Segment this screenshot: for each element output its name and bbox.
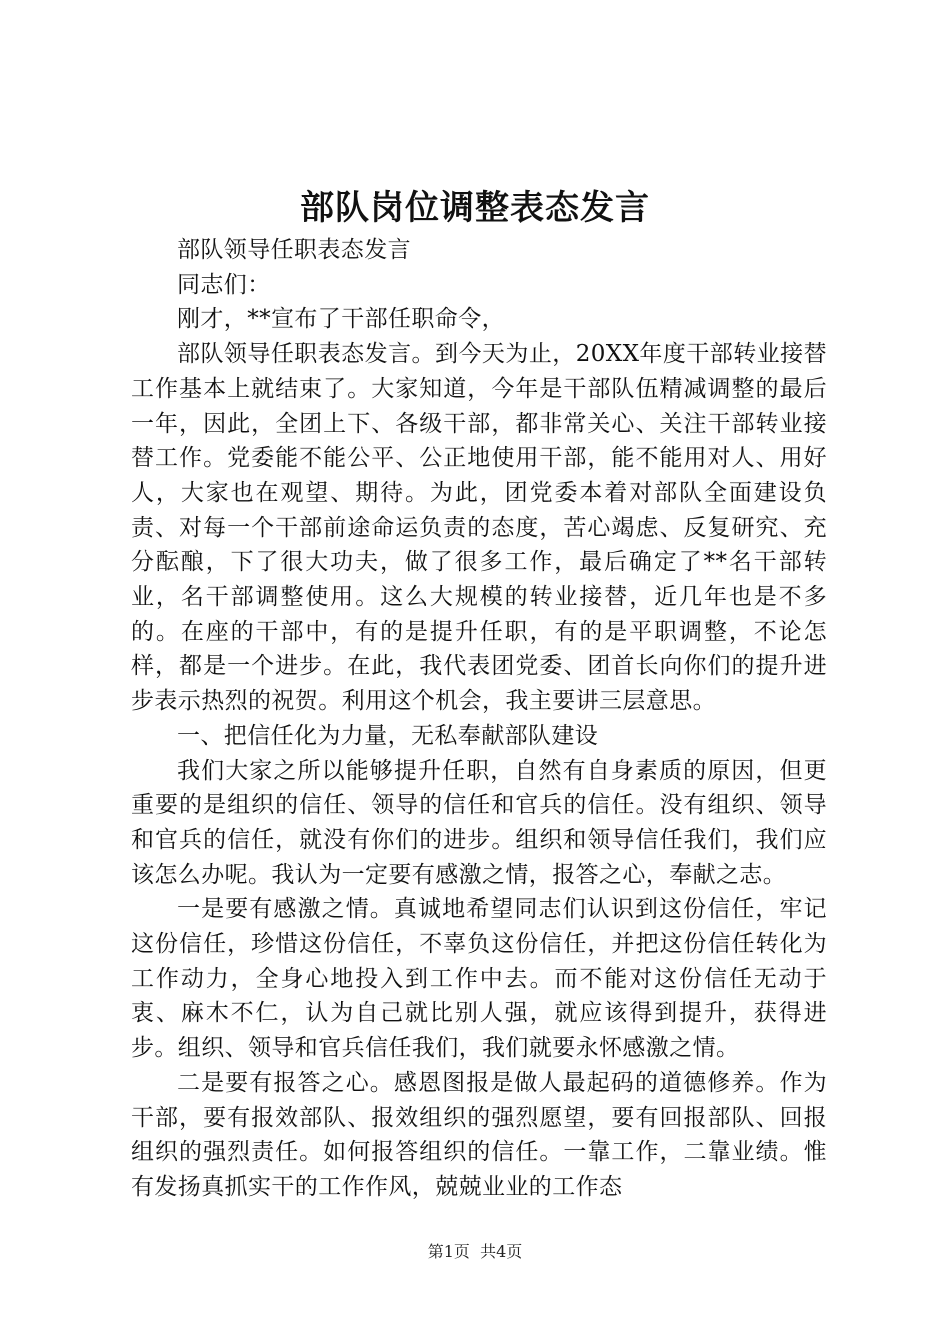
document-title: 部队岗位调整表态发言 <box>300 188 650 228</box>
page-footer <box>0 1241 950 1263</box>
section-heading-1: 一、把信任化为力量，无私奉献部队建设 <box>177 722 599 749</box>
paragraph-greeting: 同志们： <box>177 271 271 298</box>
page-number: 第1页 <box>427 1242 470 1261</box>
page-total: 共4页 <box>480 1242 523 1261</box>
paragraph-trust: 我们大家之所以能够提升任职，自然有自身素质的原因，但更重要的是组织的信任、领导的信任和官兵的信任。没有组织、领导和官兵的信任，就没有你们的进步。组织和领导信任我们，我们应该怎么办呢。我认为一定要有感激之情，报答之心，奉献之志。 <box>131 757 827 888</box>
paragraph-gratitude: 一是要有感激之情。真诚地希望同志们认识到这份信任，牢记这份信任，珍惜这份信任，不辜负这份信任，并把这份信任转化为工作动力，全身心地投入到工作中去。而不能对这份信任无动于衷、麻木不仁，认为自己就比别人强，就应该得到提升，获得进步。组织、领导和官兵信任我们，我们就要永怀感激之情。 <box>131 896 827 1062</box>
paragraph-repay: 二是要有报答之心。感恩图报是做人最起码的道德修养。作为干部，要有报效部队、报效组织的强烈愿望，要有回报部队、回报组织的强烈责任。如何报答组织的信任。一靠工作，二靠业绩。惟有发扬真抓实干的工作作风，兢兢业业的工作态 <box>131 1069 827 1200</box>
paragraph-intro: 刚才，**宣布了干部任职命令， <box>177 306 505 333</box>
paragraph-subtitle: 部队领导任职表态发言 <box>177 237 411 263</box>
paragraph-main: 部队领导任职表态发言。到今天为止，20XX年度干部转业接替工作基本上就结束了。大家知道，今年是干部队伍精减调整的最后一年，因此，全团上下、各级干部，都非常关心、关注干部转业接替工作。党委能不能公平、公正地使用干部，能不能用对人、用好人，大家也在观望、期待。为此，团党委本着对部队全面建设负责、对每一个干部前途命运负责的态度，苦心竭虑、反复研究、充分酝酿，下了很大功夫，做了很多工作，最后确定了**名干部转业，名干部调整使用。这么大规模的转业接替，近几年也是不多的。在座的干部中，有的是提升任职，有的是平职调整，不论怎样，都是一个进步。在此，我代表团党委、团首长向你们的提升进步表示热烈的祝贺。利用这个机会，我主要讲三层意思。 <box>131 341 827 715</box>
document-body <box>131 233 827 1205</box>
